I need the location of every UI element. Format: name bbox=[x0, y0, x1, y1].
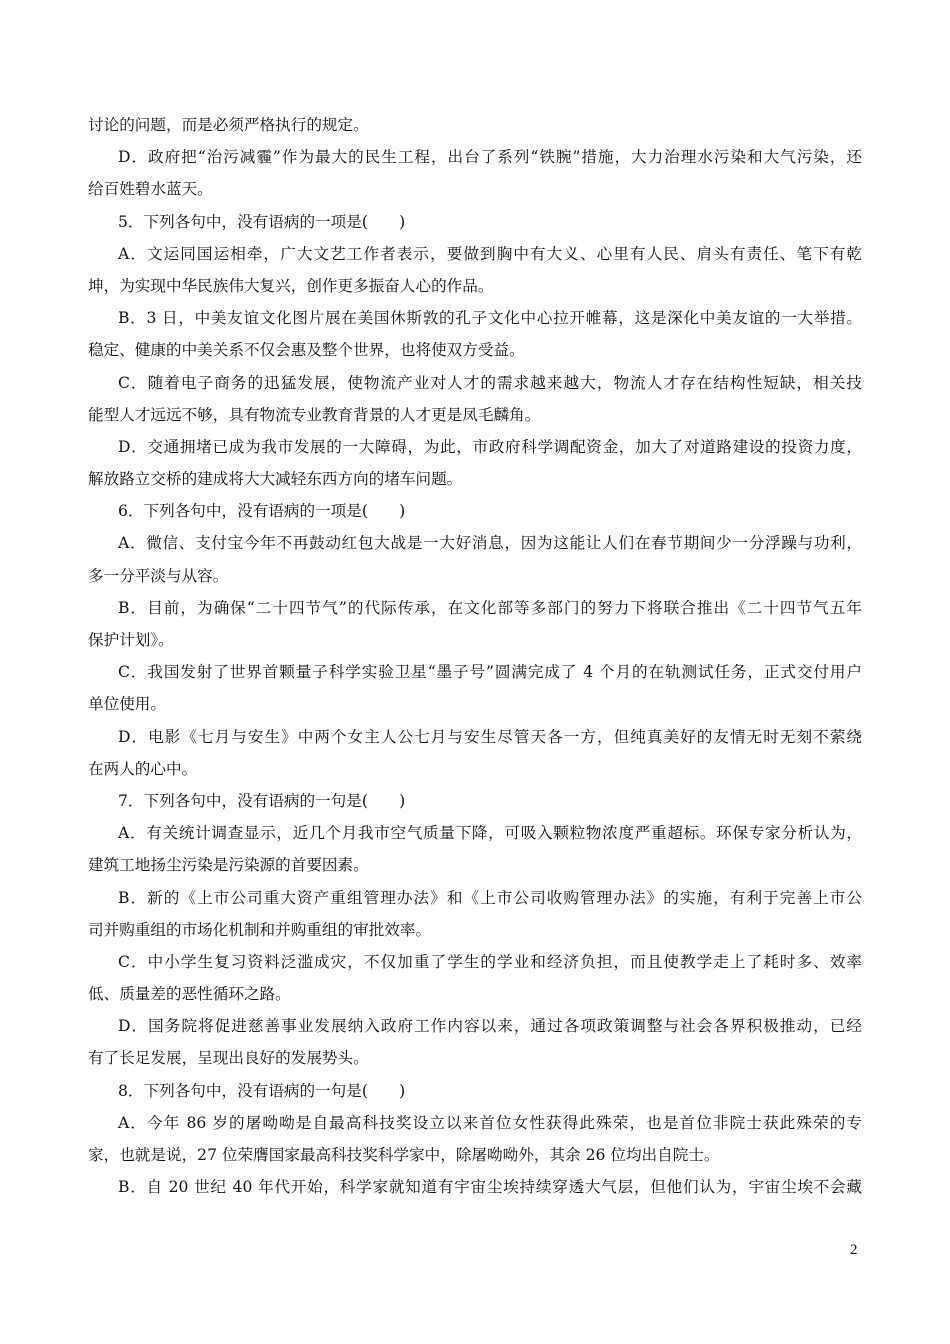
text-line: 有了长足发展，呈现出良好的发展势头。 bbox=[88, 1049, 369, 1068]
page-number: 2 bbox=[850, 1242, 858, 1258]
paragraph bbox=[88, 887, 862, 951]
text-line: D．交通拥堵已成为我市发展的一大障碍，为此，市政府科学调配资金，加大了对道路建设的投资力度， bbox=[118, 437, 862, 456]
paragraph bbox=[88, 211, 862, 243]
text-line: 司并购重组的市场化机制和并购重组的审批效率。 bbox=[88, 920, 432, 939]
text-line: 8．下列各句中，没有语病的一句是( ) bbox=[118, 1081, 406, 1100]
paragraph bbox=[88, 243, 862, 307]
text-line: D．电影《七月与安生》中两个女主人公七月与安生尽管天各一方，但纯真美好的友情无时无刻不萦绕 bbox=[118, 727, 862, 746]
text-line: 5．下列各句中，没有语病的一项是( ) bbox=[118, 212, 406, 231]
text-line: 能型人才远远不够，具有物流专业教育背景的人才更是凤毛麟角。 bbox=[88, 405, 541, 424]
text-line: 家，也就是说，27 位荣膺国家最高科技奖科学家中，除屠呦呦外，其余 26 位均出自院士。 bbox=[88, 1146, 720, 1164]
document-body bbox=[88, 114, 862, 1208]
paragraph bbox=[88, 822, 862, 886]
text-line: C．中小学生复习资料泛滥成灾，不仅加重了学生的学业和经济负担，而且使教学走上了耗时多、效率 bbox=[118, 952, 862, 971]
paragraph bbox=[88, 661, 862, 725]
paragraph bbox=[88, 372, 862, 436]
text-line: 给百姓碧水蓝天。 bbox=[88, 180, 213, 199]
paragraph bbox=[88, 500, 862, 532]
text-line: 讨论的问题，而是必须严格执行的规定。 bbox=[88, 116, 369, 134]
paragraph bbox=[88, 307, 862, 371]
paragraph bbox=[88, 1176, 862, 1208]
text-line: B．自 20 世纪 40 年代开始，科学家就知道有宇宙尘埃持续穿透大气层，但他们认为，宇宙尘埃不会藏 bbox=[118, 1178, 862, 1197]
text-line: 多一分平淡与从容。 bbox=[88, 566, 229, 585]
paragraph bbox=[88, 726, 862, 790]
text-line: 单位使用。 bbox=[88, 695, 166, 714]
text-line: 低、质量差的恶性循环之路。 bbox=[88, 985, 291, 1004]
text-line: C．我国发射了世界首颗量子科学实验卫星“墨子号”圆满完成了 4 个月的在轨测试任务，正式交付用户 bbox=[118, 663, 862, 682]
paragraph bbox=[88, 436, 862, 500]
text-line: 7．下列各句中，没有语病的一句是( ) bbox=[118, 791, 406, 810]
text-line: B．目前，为确保“二十四节气”的代际传承，在文化部等多部门的努力下将联合推出《二十四节气五年 bbox=[118, 598, 862, 617]
text-line: B．3 日，中美友谊文化图片展在美国休斯敦的孔子文化中心拉开帷幕，这是深化中美友谊的一大举措。 bbox=[118, 309, 862, 328]
text-line: B．新的《上市公司重大资产重组管理办法》和《上市公司收购管理办法》的实施，有利于完善上市公 bbox=[118, 888, 862, 907]
paragraph bbox=[88, 1112, 862, 1176]
paragraph bbox=[88, 951, 862, 1015]
text-line: D．政府把“治污减霾”作为最大的民生工程，出台了系列“铁腕”措施，大力治理水污染和大气污染，还 bbox=[118, 148, 862, 167]
paragraph bbox=[88, 1080, 862, 1112]
text-line: 稳定、健康的中美关系不仅会惠及整个世界，也将使双方受益。 bbox=[88, 341, 525, 360]
paragraph bbox=[88, 597, 862, 661]
paragraph bbox=[88, 532, 862, 596]
text-line: 在两人的心中。 bbox=[88, 759, 198, 778]
text-line: A．有关统计调查显示，近几个月我市空气质量下降，可吸入颗粒物浓度严重超标。环保专家分析认为， bbox=[118, 824, 862, 843]
paragraph bbox=[88, 146, 862, 210]
text-line: 坤，为实现中华民族伟大复兴，创作更多振奋人心的作品。 bbox=[88, 276, 494, 295]
paragraph bbox=[88, 1015, 862, 1079]
text-line: C．随着电子商务的迅猛发展，使物流产业对人才的需求越来越大，物流人才存在结构性短缺，相关技 bbox=[118, 373, 862, 392]
text-line: 建筑工地扬尘污染是污染源的首要因素。 bbox=[88, 856, 369, 875]
text-line: D．国务院将促进慈善事业发展纳入政府工作内容以来，通过各项政策调整与社会各界积极推动，已经 bbox=[118, 1017, 862, 1036]
text-line: A．今年 86 岁的屠呦呦是自最高科技奖设立以来首位女性获得此殊荣，也是首位非院士获此殊荣的专 bbox=[118, 1113, 862, 1132]
text-line: 保护计划》。 bbox=[88, 631, 174, 649]
paragraph bbox=[88, 114, 862, 146]
text-line: 解放路立交桥的建成将大大减轻东西方向的堵车问题。 bbox=[88, 470, 463, 489]
text-line: A．微信、支付宝今年不再鼓动红包大战是一大好消息，因为这能让人们在春节期间少一分浮躁与功利， bbox=[118, 534, 862, 553]
text-line: 6．下列各句中，没有语病的一项是( ) bbox=[118, 502, 406, 521]
text-line: A．文运同国运相牵，广大文艺工作者表示，要做到胸中有大义、心里有人民、肩头有责任、笔下有乾 bbox=[118, 244, 862, 263]
paragraph bbox=[88, 790, 862, 822]
